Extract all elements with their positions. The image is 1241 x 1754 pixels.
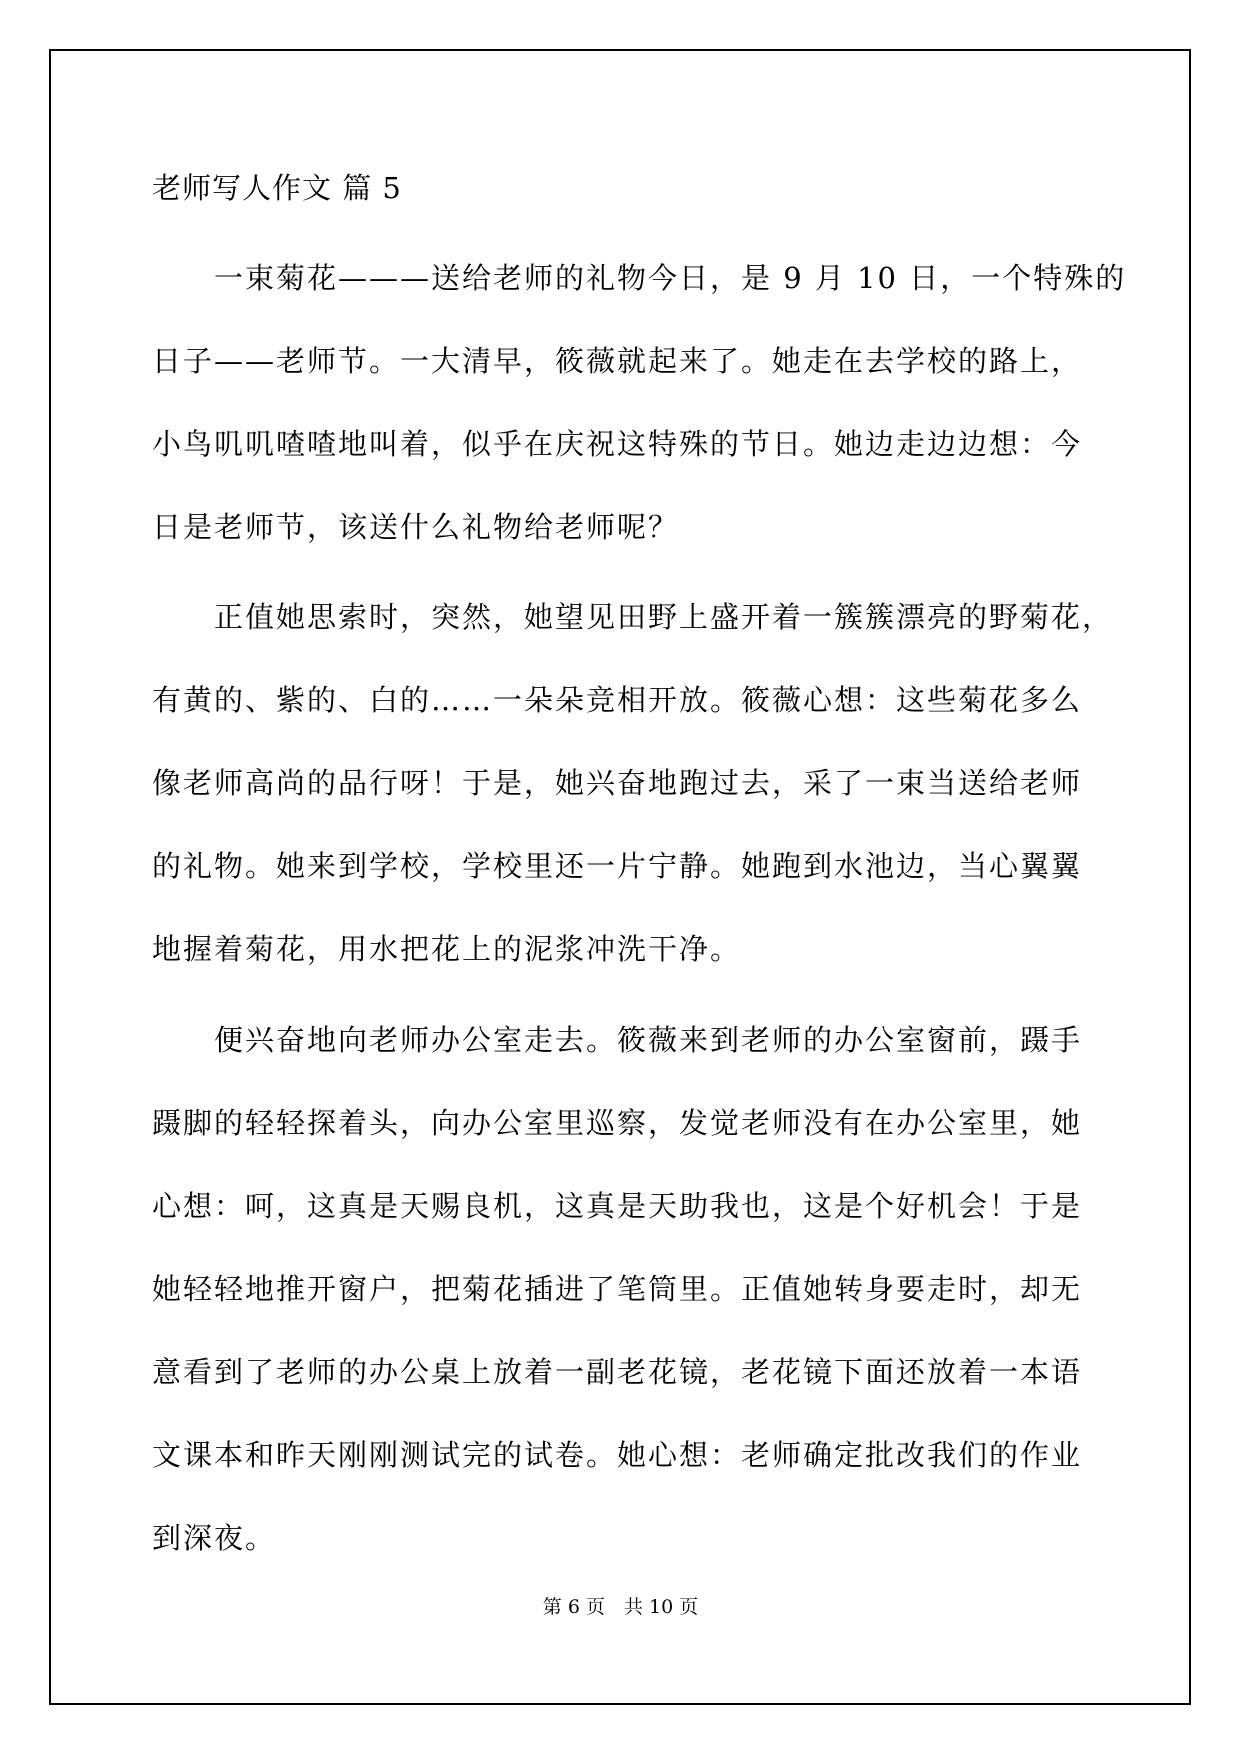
text-line: 心想：呵，这真是天赐良机，这真是天助我也，这是个好机会！于是 xyxy=(152,1189,1083,1223)
text-line: 日子——老师节。一大清早，筱薇就起来了。她走在去学校的路上， xyxy=(152,344,1083,378)
text-line: 有黄的、紫的、白的……一朵朵竞相开放。筱薇心想：这些菊花多么 xyxy=(152,683,1083,717)
text-line: 小鸟叽叽喳喳地叫着，似乎在庆祝这特殊的节日。她边走边边想：今 xyxy=(152,427,1083,461)
document-title: 老师写人作文 篇 5 xyxy=(152,171,402,205)
text-line: 蹑脚的轻轻探着头，向办公室里巡察，发觉老师没有在办公室里，她 xyxy=(152,1106,1083,1140)
text-line: 文课本和昨天刚刚测试完的试卷。她心想：老师确定批改我们的作业 xyxy=(152,1438,1083,1472)
text-line: 像老师高尚的品行呀！于是，她兴奋地跑过去，采了一束当送给老师 xyxy=(152,766,1083,800)
text-line: 正值她思索时，突然，她望见田野上盛开着一簇簇漂亮的野菊花， xyxy=(152,600,1114,634)
text-line: 的礼物。她来到学校，学校里还一片宁静。她跑到水池边，当心翼翼 xyxy=(152,849,1083,883)
page-footer: 第 6 页 共 10 页 xyxy=(542,1596,699,1618)
text-line: 日是老师节，该送什么礼物给老师呢？ xyxy=(152,510,680,544)
text-line: 便兴奋地向老师办公室走去。筱薇来到老师的办公室窗前，蹑手 xyxy=(152,1023,1083,1057)
text-line: 地握着菊花，用水把花上的泥浆冲洗干净。 xyxy=(152,932,742,966)
text-line: 一束菊花———送给老师的礼物今日，是 9 月 10 日，一个特殊的 xyxy=(152,261,1127,295)
text-line: 她轻轻地推开窗户，把菊花插进了笔筒里。正值她转身要走时，却无 xyxy=(152,1272,1083,1306)
text-line: 到深夜。 xyxy=(152,1521,277,1555)
text-line: 意看到了老师的办公桌上放着一副老花镜，老花镜下面还放着一本语 xyxy=(152,1355,1083,1389)
